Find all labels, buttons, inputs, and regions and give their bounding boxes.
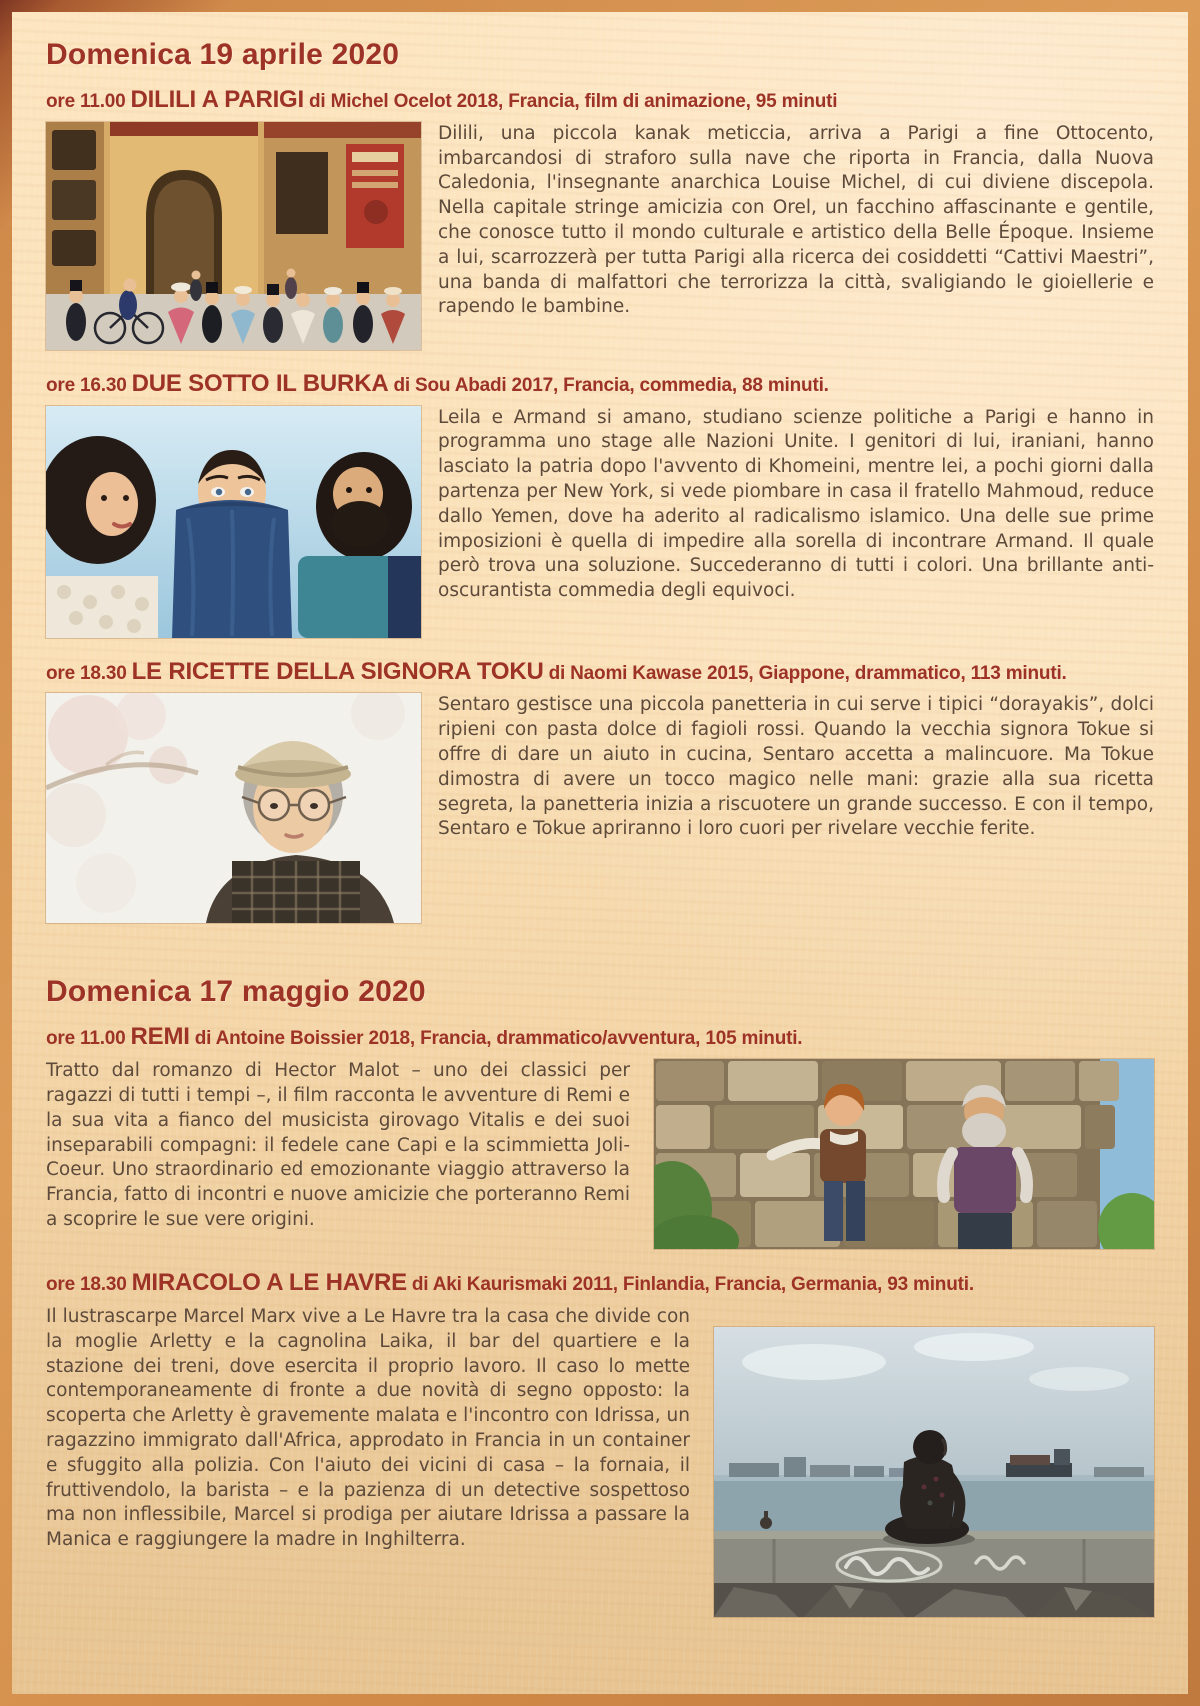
film-entry (46, 86, 1154, 350)
film-title: REMI (130, 1023, 190, 1051)
film-credits: di Naomi Kawase 2015, Giappone, drammatico, 113 minuti. (548, 662, 1067, 684)
film-description: Tratto dal romanzo di Hector Malot – uno dei classici per ragazzi di tutti i tempi –, il film racconta le avventure di Remi e la sua vita a fianco del musicista girovago Vitalis e dei suoi inseparabili compagni: il fedele cane Capi e la scimmietta Joli-Coeur. Uno straordinario ed emozionante viaggio attraverso la Francia, fatto di incontri e nuove amicizie che porteranno Remi a scoprire le sue vere origini. (46, 1060, 630, 1230)
film-entry (46, 370, 1154, 638)
film-program-page (12, 12, 1188, 1694)
film-description: Sentaro gestisce una piccola panetteria in cui serve i tipici “dorayakis”, dolci ripieni con pasta dolce di fagioli rossi. Quando la vecchia signora Tokue si offre di dare un aiuto in cucina, Sentaro accetta a malincuore. Ma Tokue dimostra di avere un tocco magico nelle mani: grazie alla sua ricetta segreta, la panetteria inizia a riscuotere un grande successo. E con il tempo, Sentaro e Tokue apriranno i loro cuori per rivelare vecchie ferite. (438, 694, 1154, 840)
film-header (46, 370, 1154, 399)
film-time: ore 11.00 (46, 91, 126, 112)
film-title: DUE SOTTO IL BURKA (131, 369, 389, 397)
film-title: DILILI A PARIGI (130, 86, 304, 113)
date-heading: Domenica 19 aprile 2020 (46, 38, 400, 71)
film-credits: di Aki Kaurismaki 2011, Finlandia, Francia, Germania, 93 minuti. (411, 1274, 974, 1296)
due-sotto-il-burka-film-still (46, 406, 421, 638)
film-time: ore 18.30 (46, 662, 127, 684)
remi-film-still (654, 1059, 1154, 1249)
film-description: Dilili, una piccola kanak meticcia, arriva a Parigi a fine Ottocento, imbarcandosi di straforo sulla nave che riporta in Francia, dalla Nuova Caledonia, l'insegnante anarchica Louise Michel, di cui diviene discepola. Nella capitale stringe amicizia con Orel, un facchino affascinante e gentile, che conosce tutto il mondo culturale e artistico della Belle Époque. Insieme a lui, scarrozzerà per tutta Parigi alla ricerca dei cosiddetti “Cattivi Maestri”, una banda di malfattori che terrorizza la città, svaligiando le gioiellerie e rapendo le bambine. (438, 122, 1154, 318)
film-header (46, 658, 1154, 687)
film-time: ore 18.30 (46, 1274, 127, 1296)
film-credits: di Michel Ocelot 2018, Francia, film di animazione, 95 minuti (309, 91, 838, 112)
film-entry (46, 658, 1154, 924)
dilili-a-parigi-film-still (46, 122, 421, 350)
film-credits: di Antoine Boissier 2018, Francia, drammatico/avventura, 105 minuti. (194, 1028, 803, 1050)
film-time: ore 11.00 (46, 1028, 126, 1050)
film-credits: di Sou Abadi 2017, Francia, commedia, 88 minuti. (393, 374, 829, 396)
film-description: Il lustrascarpe Marcel Marx vive a Le Havre tra la casa che divide con la moglie Arletty e la cagnolina Laika, il bar del quartiere e la stazione dei treni, dove esercita il proprio lavoro. Il caso lo mette contemporaneamente di fronte a due novità di segno opposto: la scoperta che Arletty è gravemente malata e l'incontro con Idrissa, un ragazzino immigrato dall'Africa, approdato in Francia in un container e sfuggito alla polizia. Con l'aiuto dei vicini di casa – la fornaia, il fruttivendolo, la barista – e la pazienza di un detective sospettoso ma non inflessibile, Marcel si prodiga per aiutare Idrissa a passare la Manica e raggiungere la madre in Inghilterra. (46, 1305, 690, 1551)
film-header (46, 1023, 1154, 1052)
film-entry (46, 1269, 1154, 1617)
film-title: MIRACOLO A LE HAVRE (131, 1269, 407, 1297)
le-ricette-della-signora-toku-film-still (46, 693, 421, 923)
film-description: Leila e Armand si amano, studiano scienze politiche a Parigi e hanno in programma uno stage alle Nazioni Unite. I genitori di lui, iraniani, hanno lasciato la patria dopo l'avvento di Khomeini, mentre lei, a pochi giorni dalla partenza per New York, si vede piombare in casa il fratello Mahmoud, reduce dallo Yemen, dove ha aderito al radicalismo islamico. Una delle sue prime imposizioni è quella di impedire alla sorella di incontrare Armand. Il quale però trova una soluzione. Succederanno di tutti i colori. Una brillante anti-oscurantista commedia degli equivoci. (438, 406, 1154, 602)
film-header (46, 86, 1154, 115)
film-header (46, 1269, 1154, 1298)
date-heading: Domenica 17 maggio 2020 (46, 975, 426, 1009)
miracolo-a-le-havre-film-still (714, 1327, 1154, 1617)
film-time: ore 16.30 (46, 374, 127, 396)
film-title: LE RICETTE DELLA SIGNORA TOKU (131, 657, 544, 685)
film-entry (46, 1023, 1154, 1249)
